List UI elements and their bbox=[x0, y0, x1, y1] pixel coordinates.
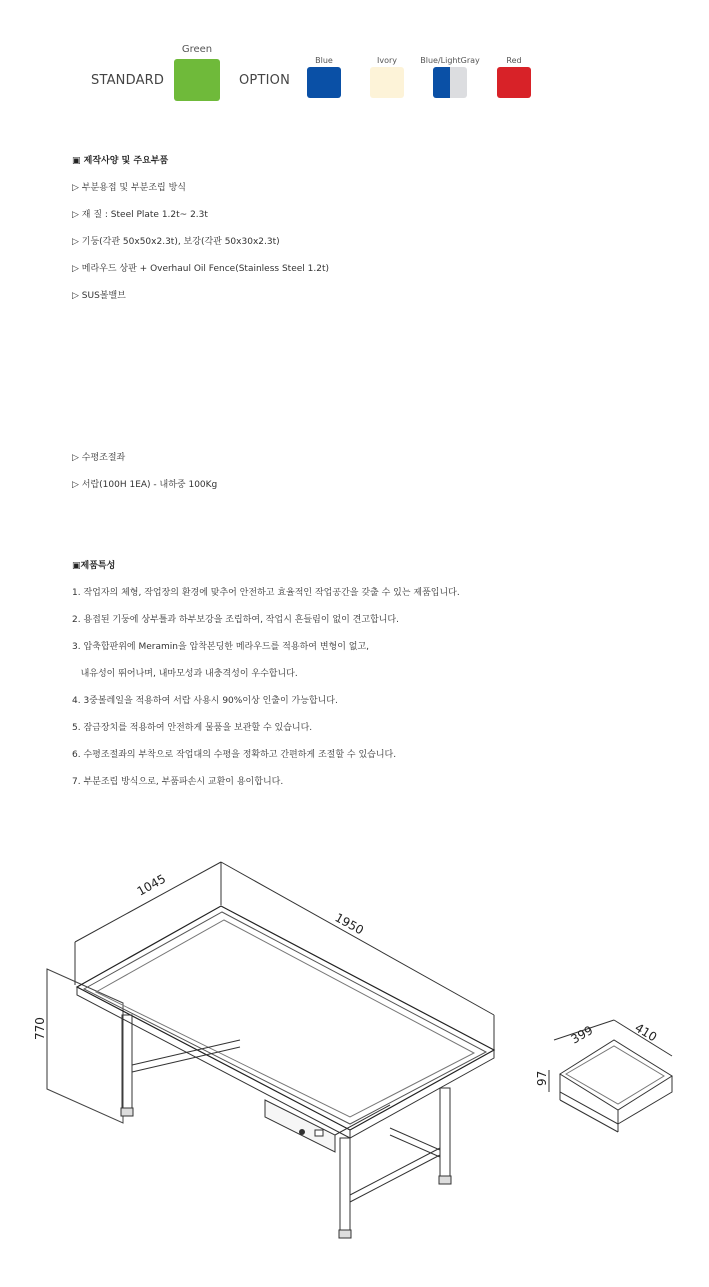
option-color-swatch bbox=[497, 67, 531, 98]
feature-item: 1. 작업자의 체형, 작업장의 환경에 맞추어 안전하고 효율적인 작업공간을 갖출 수 있는 제품입니다. bbox=[72, 588, 460, 598]
standard-label: STANDARD bbox=[91, 73, 165, 88]
dimension-depth: 1045 bbox=[134, 871, 169, 899]
option-color-name: Red bbox=[506, 56, 522, 65]
dimension-drawer-depth: 410 bbox=[632, 1020, 660, 1045]
option-color-name: Blue bbox=[315, 56, 333, 65]
feature-item: 3. 압축합판위에 Meramin을 압착본딩한 메라우드를 적용하여 변형이 없고, bbox=[72, 642, 370, 652]
spec-item: ▷ 메라우드 상판 + Overhaul Oil Fence(Stainless Steel 1.2t) bbox=[72, 264, 329, 274]
dimension-height: 770 bbox=[33, 1017, 47, 1040]
feature-item: 2. 용접된 기둥에 상부틀과 하부보강을 조립하여, 작업시 흔들림이 없이 견고합니다. bbox=[72, 615, 399, 625]
feature-item: 내유성이 뛰어나며, 내마모성과 내충격성이 우수합니다. bbox=[72, 669, 298, 679]
dimension-width: 1950 bbox=[332, 910, 367, 938]
spec-item: ▷ 수평조절좌 bbox=[72, 453, 126, 463]
dimension-drawer-width: 399 bbox=[568, 1023, 596, 1047]
option-color-swatch bbox=[370, 67, 404, 98]
spec-item: ▷ 재 질 : Steel Plate 1.2t~ 2.3t bbox=[72, 210, 208, 220]
dimension-drawer-height: 97 bbox=[535, 1070, 549, 1086]
feature-heading: ▣제품특성 bbox=[72, 561, 116, 571]
option-color-name: Blue/LightGray bbox=[420, 56, 480, 65]
feature-item: 6. 수평조절좌의 부착으로 작업대의 수평을 정확하고 간편하게 조절할 수 있습니다. bbox=[72, 750, 397, 760]
option-color-swatch bbox=[433, 67, 467, 98]
spec-item: ▷ 부분용접 및 부분조립 방식 bbox=[72, 183, 186, 193]
spec-item: ▷ 서랍(100H 1EA) - 내하중 100Kg bbox=[72, 480, 218, 490]
option-color-name: Ivory bbox=[376, 56, 397, 65]
spec-item: ▷ 기둥(각관 50x50x2.3t), 보강(각관 50x30x2.3t) bbox=[72, 237, 280, 247]
spec-heading: ▣ 제작사양 및 주요부품 bbox=[72, 156, 169, 166]
workbench-drawing bbox=[0, 840, 709, 1280]
feature-item: 4. 3중볼레일을 적용하여 서랍 사용시 90%이상 인출이 가능합니다. bbox=[72, 696, 338, 706]
standard-color-name: Green bbox=[181, 44, 213, 55]
standard-color-swatch bbox=[174, 59, 220, 101]
spec-item: ▷ SUS볼밸브 bbox=[72, 291, 126, 301]
option-label: OPTION bbox=[239, 73, 291, 88]
option-color-swatch bbox=[307, 67, 341, 98]
feature-item: 7. 부분조립 방식으로, 부품파손시 교환이 용이합니다. bbox=[72, 777, 284, 787]
feature-item: 5. 잠금장치를 적용하여 안전하게 물품을 보관할 수 있습니다. bbox=[72, 723, 313, 733]
